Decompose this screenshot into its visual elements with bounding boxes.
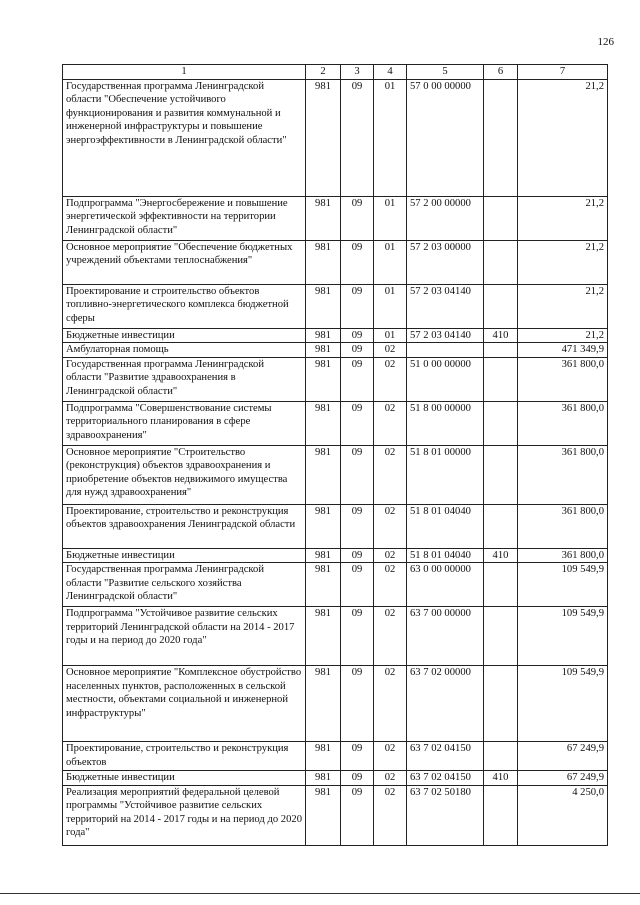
ministry-code-cell: 981: [306, 196, 341, 240]
budget-table: [62, 64, 608, 846]
subsection-code-cell: 01: [374, 328, 407, 343]
target-article-code-cell: 57 2 03 04140: [407, 284, 484, 328]
subsection-code-cell: 02: [374, 607, 407, 666]
amount-cell: 21,2: [518, 240, 608, 284]
subsection-code-cell: 02: [374, 548, 407, 563]
target-article-code-cell: 57 2 03 04140: [407, 328, 484, 343]
item-name-cell: Государственная программа Ленинградской области "Обеспечение устойчивого функционирования и развития коммунальной и инженерной инфраструктуры и повышение энергоэффективности в Ленинградской области": [63, 79, 306, 196]
subsection-code-cell: 02: [374, 343, 407, 358]
amount-cell: 21,2: [518, 328, 608, 343]
subsection-code-cell: 02: [374, 742, 407, 771]
expense-type-code-cell: 410: [484, 328, 518, 343]
item-name-cell: Государственная программа Ленинградской области "Развитие здравоохранения в Ленинградской области": [63, 357, 306, 401]
column-header-4: 4: [374, 65, 407, 80]
ministry-code-cell: 981: [306, 401, 341, 445]
item-name-cell: Проектирование, строительство и реконструкция объектов здравоохранения Ленинградской области: [63, 504, 306, 548]
item-name-cell: Проектирование, строительство и реконструкция объектов: [63, 742, 306, 771]
item-name-cell: Подпрограмма "Энергосбережение и повышение энергетической эффективности на территории Ленинградской области": [63, 196, 306, 240]
column-header-1: 1: [63, 65, 306, 80]
expense-type-code-cell: 410: [484, 771, 518, 786]
expense-type-code-cell: [484, 284, 518, 328]
amount-cell: 21,2: [518, 196, 608, 240]
section-code-cell: 09: [341, 343, 374, 358]
ministry-code-cell: 981: [306, 343, 341, 358]
section-code-cell: 09: [341, 504, 374, 548]
expense-type-code-cell: [484, 401, 518, 445]
target-article-code-cell: 51 8 01 00000: [407, 445, 484, 504]
ministry-code-cell: 981: [306, 607, 341, 666]
item-name-cell: Амбулаторная помощь: [63, 343, 306, 358]
target-article-code-cell: 51 0 00 00000: [407, 357, 484, 401]
ministry-code-cell: 981: [306, 563, 341, 607]
expense-type-code-cell: [484, 445, 518, 504]
ministry-code-cell: 981: [306, 771, 341, 786]
item-name-cell: Основное мероприятие "Строительство (реконструкция) объектов здравоохранения и приобретение объектов недвижимого имущества для нужд здравоохранения": [63, 445, 306, 504]
table-row: [63, 79, 608, 196]
expense-type-code-cell: [484, 343, 518, 358]
section-code-cell: 09: [341, 79, 374, 196]
expense-type-code-cell: [484, 240, 518, 284]
target-article-code-cell: 51 8 00 00000: [407, 401, 484, 445]
expense-type-code-cell: [484, 196, 518, 240]
section-code-cell: 09: [341, 548, 374, 563]
target-article-code-cell: 51 8 01 04040: [407, 504, 484, 548]
ministry-code-cell: 981: [306, 548, 341, 563]
amount-cell: 21,2: [518, 79, 608, 196]
amount-cell: 361 800,0: [518, 504, 608, 548]
target-article-code-cell: 63 7 02 50180: [407, 785, 484, 845]
target-article-code-cell: 63 7 02 04150: [407, 771, 484, 786]
target-article-code-cell: 63 7 02 00000: [407, 666, 484, 742]
section-code-cell: 09: [341, 445, 374, 504]
section-code-cell: 09: [341, 666, 374, 742]
amount-cell: 67 249,9: [518, 771, 608, 786]
item-name-cell: Реализация мероприятий федеральной целевой программы "Устойчивое развитие сельских территорий на 2014 - 2017 годы и на период до 2020 года": [63, 785, 306, 845]
target-article-code-cell: 57 2 00 00000: [407, 196, 484, 240]
amount-cell: 361 800,0: [518, 401, 608, 445]
subsection-code-cell: 02: [374, 504, 407, 548]
amount-cell: 109 549,9: [518, 607, 608, 666]
item-name-cell: Основное мероприятие "Комплексное обустройство населенных пунктов, расположенных в сельской местности, объектами социальной и инженерной инфраструктуры": [63, 666, 306, 742]
expense-type-code-cell: [484, 666, 518, 742]
table-row: [63, 666, 608, 742]
subsection-code-cell: 01: [374, 284, 407, 328]
header-row: [63, 65, 608, 80]
target-article-code-cell: 57 2 03 00000: [407, 240, 484, 284]
target-article-code-cell: 51 8 01 04040: [407, 548, 484, 563]
target-article-code-cell: 63 7 02 04150: [407, 742, 484, 771]
expense-type-code-cell: 410: [484, 548, 518, 563]
amount-cell: 109 549,9: [518, 563, 608, 607]
expense-type-code-cell: [484, 357, 518, 401]
amount-cell: 361 800,0: [518, 445, 608, 504]
amount-cell: 21,2: [518, 284, 608, 328]
section-code-cell: 09: [341, 240, 374, 284]
section-code-cell: 09: [341, 607, 374, 666]
page-bottom-divider: [0, 893, 640, 894]
section-code-cell: 09: [341, 284, 374, 328]
subsection-code-cell: 02: [374, 445, 407, 504]
target-article-code-cell: 63 7 00 00000: [407, 607, 484, 666]
item-name-cell: Государственная программа Ленинградской области "Развитие сельского хозяйства Ленинградской области": [63, 563, 306, 607]
amount-cell: 361 800,0: [518, 548, 608, 563]
subsection-code-cell: 02: [374, 563, 407, 607]
page-number: 126: [597, 36, 614, 48]
table-row: [63, 785, 608, 845]
item-name-cell: Бюджетные инвестиции: [63, 328, 306, 343]
column-header-5: 5: [407, 65, 484, 80]
table-row: [63, 343, 608, 358]
amount-cell: 471 349,9: [518, 343, 608, 358]
amount-cell: 4 250,0: [518, 785, 608, 845]
table-row: [63, 563, 608, 607]
ministry-code-cell: 981: [306, 79, 341, 196]
section-code-cell: 09: [341, 196, 374, 240]
expense-type-code-cell: [484, 607, 518, 666]
table-row: [63, 548, 608, 563]
section-code-cell: 09: [341, 563, 374, 607]
amount-cell: 361 800,0: [518, 357, 608, 401]
target-article-code-cell: 57 0 00 00000: [407, 79, 484, 196]
table-row: [63, 504, 608, 548]
target-article-code-cell: 63 0 00 00000: [407, 563, 484, 607]
section-code-cell: 09: [341, 357, 374, 401]
section-code-cell: 09: [341, 771, 374, 786]
table-row: [63, 284, 608, 328]
table-row: [63, 445, 608, 504]
ministry-code-cell: 981: [306, 445, 341, 504]
expense-type-code-cell: [484, 504, 518, 548]
table-row: [63, 357, 608, 401]
ministry-code-cell: 981: [306, 785, 341, 845]
ministry-code-cell: 981: [306, 357, 341, 401]
column-header-6: 6: [484, 65, 518, 80]
amount-cell: 67 249,9: [518, 742, 608, 771]
table-row: [63, 401, 608, 445]
table-row: [63, 328, 608, 343]
subsection-code-cell: 01: [374, 240, 407, 284]
subsection-code-cell: 02: [374, 357, 407, 401]
ministry-code-cell: 981: [306, 742, 341, 771]
section-code-cell: 09: [341, 785, 374, 845]
section-code-cell: 09: [341, 328, 374, 343]
table-row: [63, 771, 608, 786]
subsection-code-cell: 02: [374, 771, 407, 786]
item-name-cell: Бюджетные инвестиции: [63, 771, 306, 786]
section-code-cell: 09: [341, 742, 374, 771]
subsection-code-cell: 01: [374, 79, 407, 196]
table-row: [63, 607, 608, 666]
table-row: [63, 196, 608, 240]
target-article-code-cell: [407, 343, 484, 358]
ministry-code-cell: 981: [306, 284, 341, 328]
section-code-cell: 09: [341, 401, 374, 445]
expense-type-code-cell: [484, 79, 518, 196]
subsection-code-cell: 01: [374, 196, 407, 240]
item-name-cell: Проектирование и строительство объектов топливно-энергетического комплекса бюджетной сферы: [63, 284, 306, 328]
subsection-code-cell: 02: [374, 666, 407, 742]
item-name-cell: Основное мероприятие "Обеспечение бюджетных учреждений объектами теплоснабжения": [63, 240, 306, 284]
ministry-code-cell: 981: [306, 504, 341, 548]
expense-type-code-cell: [484, 785, 518, 845]
column-header-2: 2: [306, 65, 341, 80]
ministry-code-cell: 981: [306, 666, 341, 742]
column-header-3: 3: [341, 65, 374, 80]
subsection-code-cell: 02: [374, 785, 407, 845]
table-row: [63, 240, 608, 284]
item-name-cell: Бюджетные инвестиции: [63, 548, 306, 563]
column-header-7: 7: [518, 65, 608, 80]
table-row: [63, 742, 608, 771]
table-body: [63, 79, 608, 845]
amount-cell: 109 549,9: [518, 666, 608, 742]
subsection-code-cell: 02: [374, 401, 407, 445]
ministry-code-cell: 981: [306, 328, 341, 343]
ministry-code-cell: 981: [306, 240, 341, 284]
expense-type-code-cell: [484, 563, 518, 607]
expense-type-code-cell: [484, 742, 518, 771]
item-name-cell: Подпрограмма "Совершенствование системы территориального планирования в сфере здравоохранения": [63, 401, 306, 445]
item-name-cell: Подпрограмма "Устойчивое развитие сельских территорий Ленинградской области на 2014 - 2017 годы и на период до 2020 года": [63, 607, 306, 666]
